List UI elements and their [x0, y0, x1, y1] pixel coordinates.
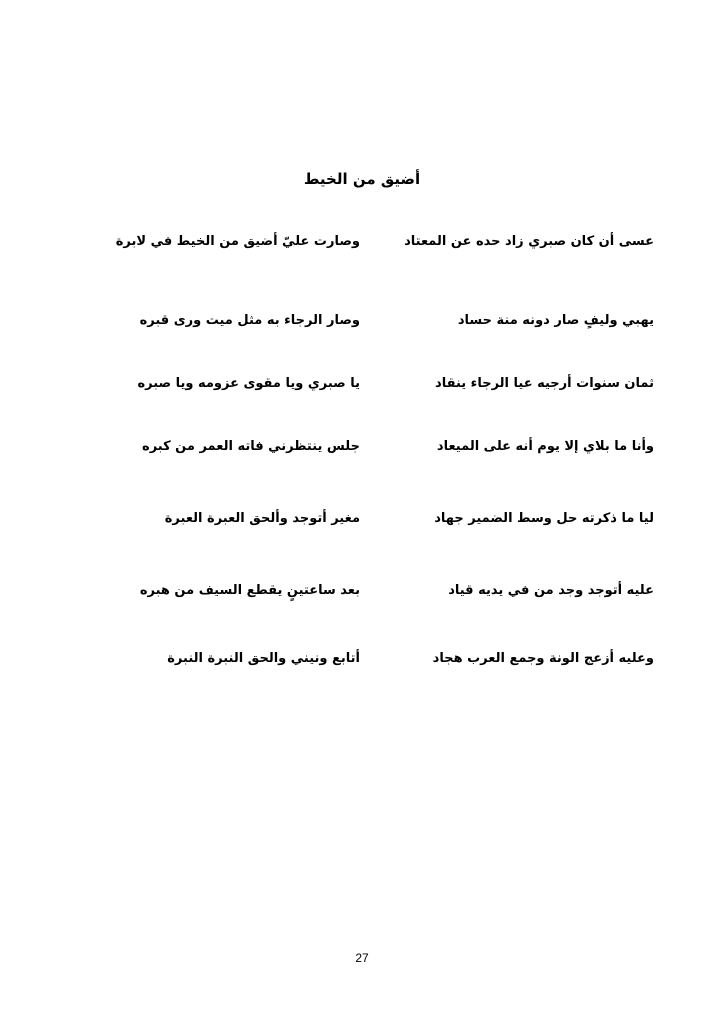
- verse-second-hemistich: أتابع ونيني والحق النبرة النبرة: [167, 651, 360, 666]
- verse-first-hemistich: ليا ما ذكرته حل وسط الضمير جهاد: [434, 511, 654, 526]
- verse-line: [92, 369, 654, 399]
- poem-title: أضيق من الخيط: [303, 170, 421, 188]
- verse-second-hemistich: بعد ساعتينٍ يقطع السيف من هبره: [139, 583, 360, 598]
- verse-second-hemistich: يا صبري ويا مقوى عزومه ويا صبره: [137, 376, 360, 391]
- verse-line: [92, 432, 654, 462]
- verse-line: [92, 504, 654, 534]
- verse-first-hemistich: وأنا ما بلاي إلا يوم أنه على الميعاد: [436, 439, 654, 454]
- verse-second-hemistich: مغير أتوجد وألحق العبرة العبرة: [164, 511, 360, 526]
- verse-first-hemistich: وعليه أزعج الونة وجمع العرب هجاد: [432, 651, 654, 666]
- verse-first-hemistich: ثمان سنوات أرجيه عيا الرجاء ينقاد: [435, 376, 654, 391]
- verse-second-hemistich: جلس ينتظرني فاته العمر من كبره: [142, 439, 360, 454]
- verse-line: [92, 306, 654, 336]
- verse-line: [92, 227, 654, 257]
- verse-first-hemistich: يهبي وليفٍ صار دونه منة حساد: [457, 313, 654, 328]
- verse-first-hemistich: عسى أن كان صبري زاد حده عن المعتاد: [404, 234, 654, 249]
- verse-line: [92, 576, 654, 606]
- verse-first-hemistich: عليه أتوجد وجد من في يديه قياد: [448, 583, 654, 598]
- verse-line: [92, 644, 654, 674]
- page-number: 27: [355, 951, 369, 965]
- verse-second-hemistich: وصارت عليّ أضيق من الخيط في لابرة: [115, 234, 360, 249]
- verse-second-hemistich: وصار الرجاء به مثل ميت ورى قبره: [139, 313, 360, 328]
